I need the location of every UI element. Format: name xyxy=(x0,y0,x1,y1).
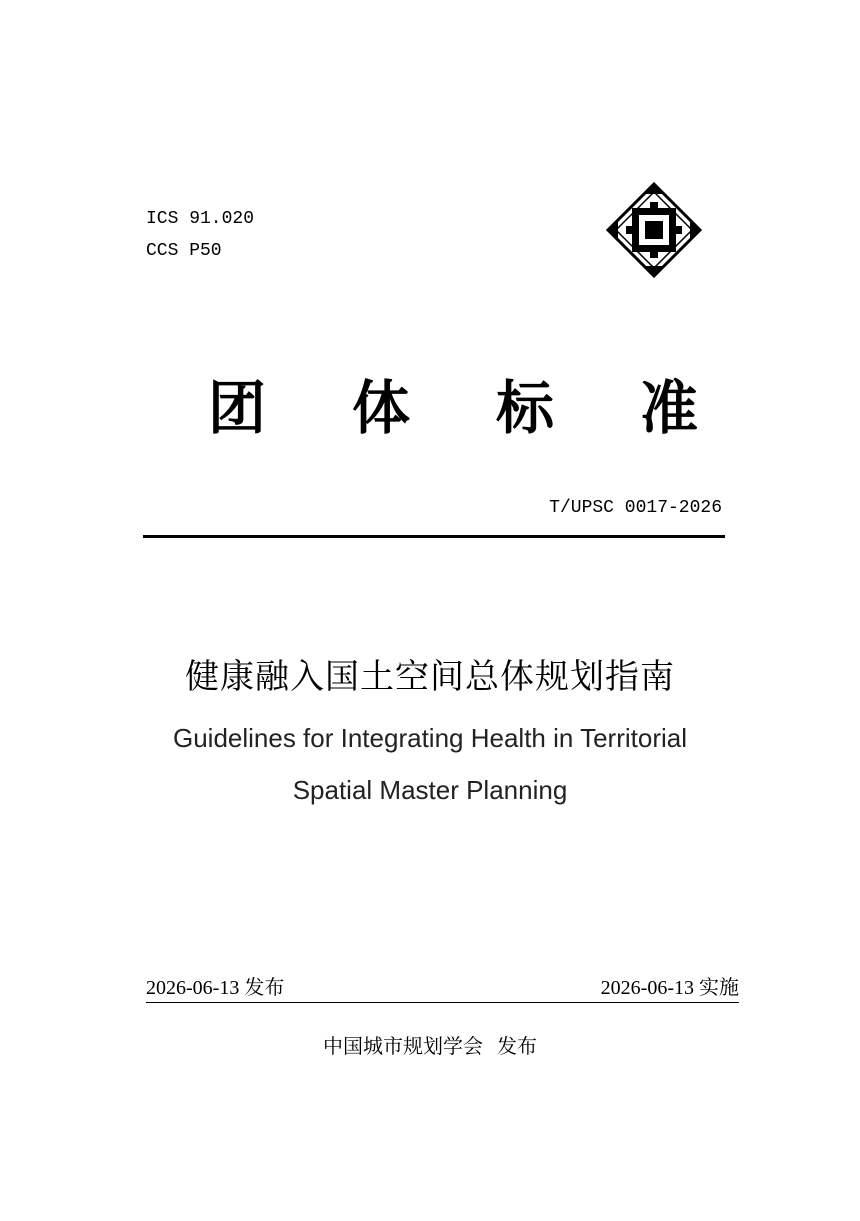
association-emblem-icon xyxy=(606,182,702,278)
publisher-line xyxy=(0,1030,860,1059)
standard-type-char: 体 xyxy=(352,374,411,442)
ccs-code: CCS P50 xyxy=(146,241,222,261)
publisher-action: 发布 xyxy=(497,1034,537,1058)
document-title-cn: 健康融入国土空间总体规划指南 xyxy=(185,657,675,697)
document-title-en-line: Guidelines for Integrating Health in Territorial xyxy=(172,723,687,753)
standard-type-heading xyxy=(0,368,860,448)
standard-type-char: 标 xyxy=(496,374,555,442)
release-date: 2026-06-13 发布 xyxy=(146,977,285,999)
date-line xyxy=(146,974,739,1003)
implementation-date: 2026-06-13 实施 xyxy=(600,977,739,999)
standard-type-char: 团 xyxy=(208,374,267,442)
ics-code: ICS 91.020 xyxy=(146,209,255,229)
publisher-name: 中国城市规划学会 xyxy=(323,1034,483,1058)
classification-codes xyxy=(146,203,254,267)
standard-type-char: 准 xyxy=(640,374,699,442)
document-title-en xyxy=(0,712,860,816)
document-title-en-line: Spatial Master Planning xyxy=(292,775,568,805)
standard-number: T/UPSC 0017-2026 xyxy=(549,498,722,518)
header-divider xyxy=(143,535,725,538)
